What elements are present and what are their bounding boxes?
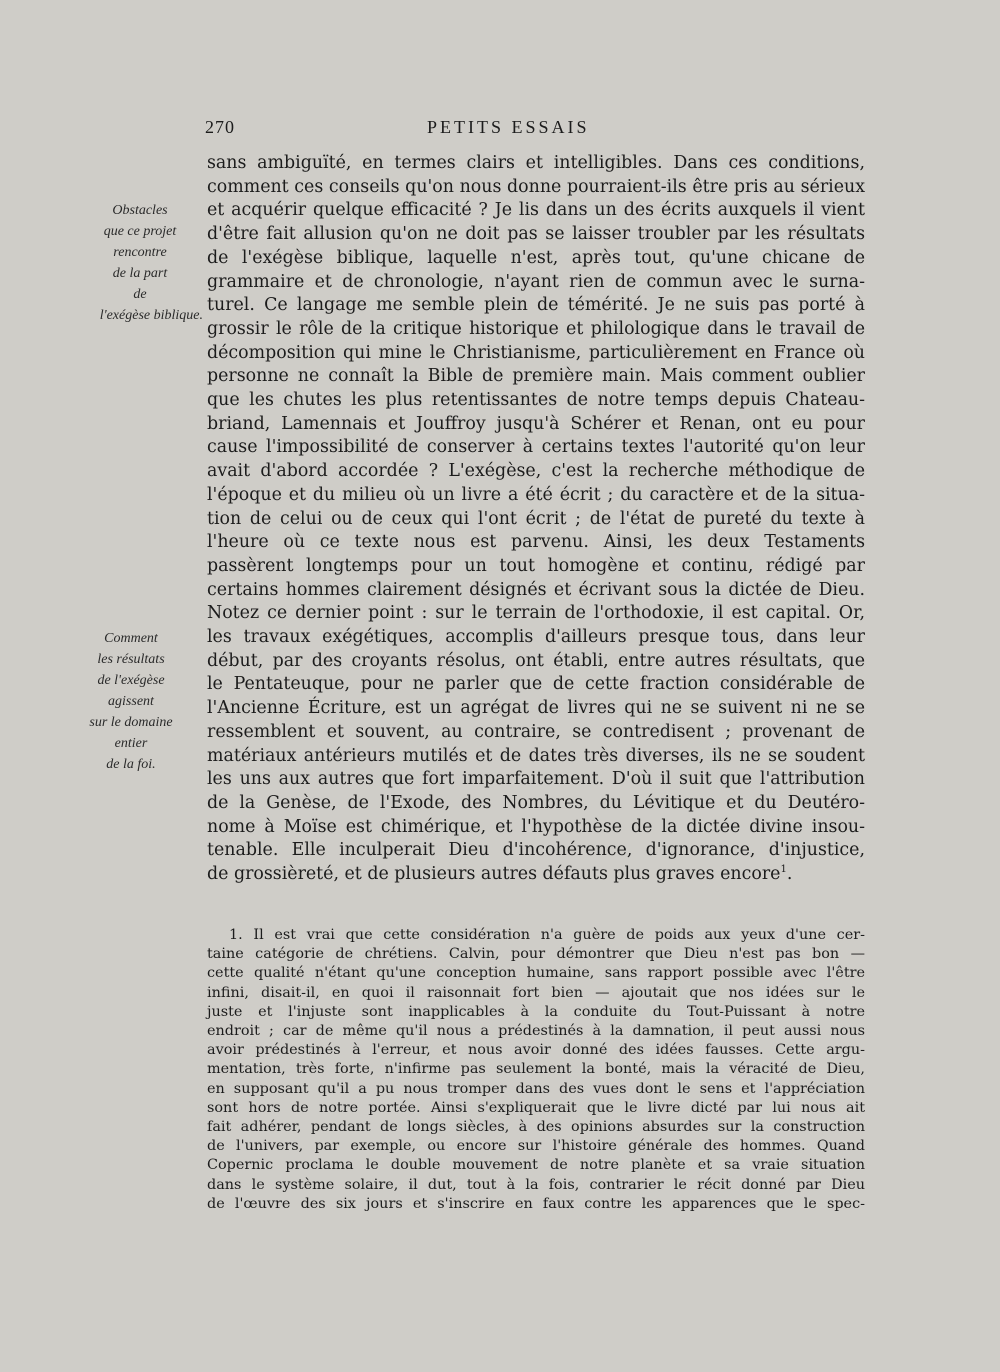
footnote bbox=[207, 926, 865, 1214]
footnote-line: infini, disait-il, en quoi il raisonnait fort bien — ajoutait que nos idées sur le bbox=[207, 984, 865, 1001]
body-line: comment ces conseils qu'on nous donne pourraient-ils être pris au sérieux bbox=[207, 176, 865, 197]
footnote-line: 1. Il est vrai que cette considération n'a guère de poids aux yeux d'une cer- bbox=[229, 927, 865, 943]
margin-note-line: les résultats bbox=[97, 652, 165, 667]
body-line: personne ne connaît la Bible de première main. Mais comment oublier bbox=[207, 366, 865, 387]
margin-note-line: l'exégèse biblique. bbox=[99, 308, 203, 323]
footnote-line: avoir prédestinés à l'erreur, et nous avoir donné des idées fausses. Cette argu- bbox=[207, 1042, 865, 1059]
body-line-text: de grossièreté, et de plusieurs autres défauts plus graves encore bbox=[207, 864, 781, 885]
body-line: l'Ancienne Écriture, est un agrégat de livres qui ne se suivent ni ne se bbox=[207, 698, 865, 719]
body-line: les travaux exégétiques, accomplis d'ailleurs presque tous, dans leur bbox=[207, 627, 865, 648]
footnote-line: Copernic proclama le double mouvement de notre planète et sa vraie situation bbox=[207, 1157, 865, 1174]
body-line: tion de celui ou de ceux qui l'ont écrit ; de l'état de pureté du texte à bbox=[207, 508, 865, 529]
margin-note-line: de l'exégèse bbox=[97, 673, 165, 688]
running-title: PETITS ESSAIS bbox=[427, 117, 590, 137]
footnote-line: dans le système solaire, il dut, tout à la fois, contrarier le récit donné par Dieu bbox=[207, 1176, 865, 1193]
final-punctuation: . bbox=[786, 864, 793, 885]
footnote-line: de l'univers, par exemple, ou encore sur l'histoire générale des hommes. Quand bbox=[207, 1138, 865, 1155]
body-line bbox=[207, 863, 865, 887]
body-text bbox=[207, 152, 865, 887]
margin-note-line: entier bbox=[114, 736, 148, 751]
margin-note-line: de la part bbox=[112, 266, 168, 281]
footnote-line: sont hors de notre portée. Ainsi s'expliquerait que le livre dicté par lui nous ait bbox=[207, 1099, 865, 1116]
body-line: Notez ce dernier point : sur le terrain de l'orthodoxie, il est capital. Or, bbox=[207, 603, 865, 624]
body-line: les uns aux autres que fort imparfaitement. D'où il suit que l'attribution bbox=[207, 769, 865, 790]
margin-note-line: de bbox=[133, 287, 147, 302]
margin-note-line: agissent bbox=[108, 694, 154, 709]
body-line: l'époque et du milieu où un livre a été écrit ; du caractère et de la situa- bbox=[207, 484, 865, 505]
margin-note bbox=[75, 200, 205, 326]
body-line: le Pentateuque, pour ne parler que de cette fraction considérable de bbox=[207, 674, 865, 695]
body-line: de l'exégèse biblique, laquelle n'est, après tout, qu'une chicane de bbox=[207, 247, 865, 268]
body-line: grossir le rôle de la critique historique et philologique dans le travail de bbox=[207, 318, 865, 339]
margin-note-line: rencontre bbox=[113, 245, 167, 260]
page-number: 270 bbox=[205, 117, 235, 137]
footnote-line: cette qualité n'étant qu'une conception humaine, sans rapport possible avec l'être bbox=[207, 965, 865, 982]
footnote-marker[interactable]: 1 bbox=[780, 864, 787, 876]
body-line: sans ambiguïté, en termes clairs et intelligibles. Dans ces conditions, bbox=[207, 153, 865, 173]
body-line: que les chutes les plus retentissantes de notre temps depuis Chateau- bbox=[207, 390, 865, 411]
body-line: briand, Lamennais et Jouffroy jusqu'à Schérer et Renan, ont eu pour bbox=[207, 413, 865, 434]
margin-note bbox=[60, 628, 202, 775]
margin-note-line: Comment bbox=[104, 631, 158, 646]
footnote-line: taine catégorie de chrétiens. Calvin, pour démontrer que Dieu n'est pas bon — bbox=[207, 946, 865, 963]
body-line: nome à Moïse est chimérique, et l'hypothèse de la dictée divine insou- bbox=[207, 816, 865, 837]
body-line: tenable. Elle inculperait Dieu d'incohérence, d'ignorance, d'injustice, bbox=[207, 840, 865, 861]
body-line: de la Genèse, de l'Exode, des Nombres, du Lévitique et du Deutéro- bbox=[207, 792, 865, 813]
page-header bbox=[205, 117, 865, 141]
body-line: début, par des croyants résolus, ont établi, entre autres résultats, que bbox=[207, 650, 865, 671]
body-line: matériaux antérieurs mutilés et de dates très diverses, ils ne se soudent bbox=[207, 745, 865, 766]
body-line: passèrent longtemps pour un tout homogène et continu, rédigé par bbox=[207, 555, 865, 576]
body-line: et acquérir quelque efficacité ? Je lis dans un des écrits auxquels il vient bbox=[207, 200, 865, 221]
body-line: décomposition qui mine le Christianisme, particulièrement en France où bbox=[207, 342, 865, 363]
margin-note-line: sur le domaine bbox=[89, 715, 173, 730]
body-line: certains hommes clairement désignés et écrivant sous la dictée de Dieu. bbox=[207, 579, 865, 600]
body-line: turel. Ce langage me semble plein de témérité. Je ne suis pas porté à bbox=[207, 295, 865, 316]
body-line: l'heure où ce texte nous est parvenu. Ainsi, les deux Testaments bbox=[207, 532, 865, 553]
footnote-line: de l'œuvre des six jours et s'inscrire en faux contre les apparences que le spec- bbox=[207, 1195, 865, 1212]
footnote-line: en supposant qu'il a pu nous tromper dans des vues dont le sens et l'appréciation bbox=[207, 1080, 865, 1097]
margin-note-line: de la foi. bbox=[106, 757, 156, 772]
body-line: grammaire et de chronologie, n'ayant rien de commun avec le surna- bbox=[207, 271, 865, 292]
body-line: avait d'abord accordée ? L'exégèse, c'est la recherche méthodique de bbox=[207, 461, 865, 482]
footnote-line: juste et l'injuste sont inapplicables à la conduite du Tout-Puissant à notre bbox=[207, 1003, 865, 1020]
margin-note-line: que ce projet bbox=[103, 224, 177, 239]
margin-note-line: Obstacles bbox=[112, 203, 168, 218]
footnote-line: endroit ; car de même qu'il nous a prédestinés à la damnation, il peut aussi nous bbox=[207, 1023, 865, 1040]
body-line: cause l'impossibilité de conserver à certains textes l'autorité qu'on leur bbox=[207, 437, 865, 458]
footnote-line: fait adhérer, pendant de longs siècles, à des opinions absurdes sur la construction bbox=[207, 1119, 865, 1136]
footnote-line: mentation, très forte, n'infirme pas seulement la bonté, mais la véracité de Dieu, bbox=[207, 1061, 865, 1078]
body-line: d'être fait allusion qu'on ne doit pas se laisser troubler par les résultats bbox=[207, 224, 865, 245]
body-line: ressemblent et souvent, au contraire, se contredisent ; provenant de bbox=[207, 721, 865, 742]
